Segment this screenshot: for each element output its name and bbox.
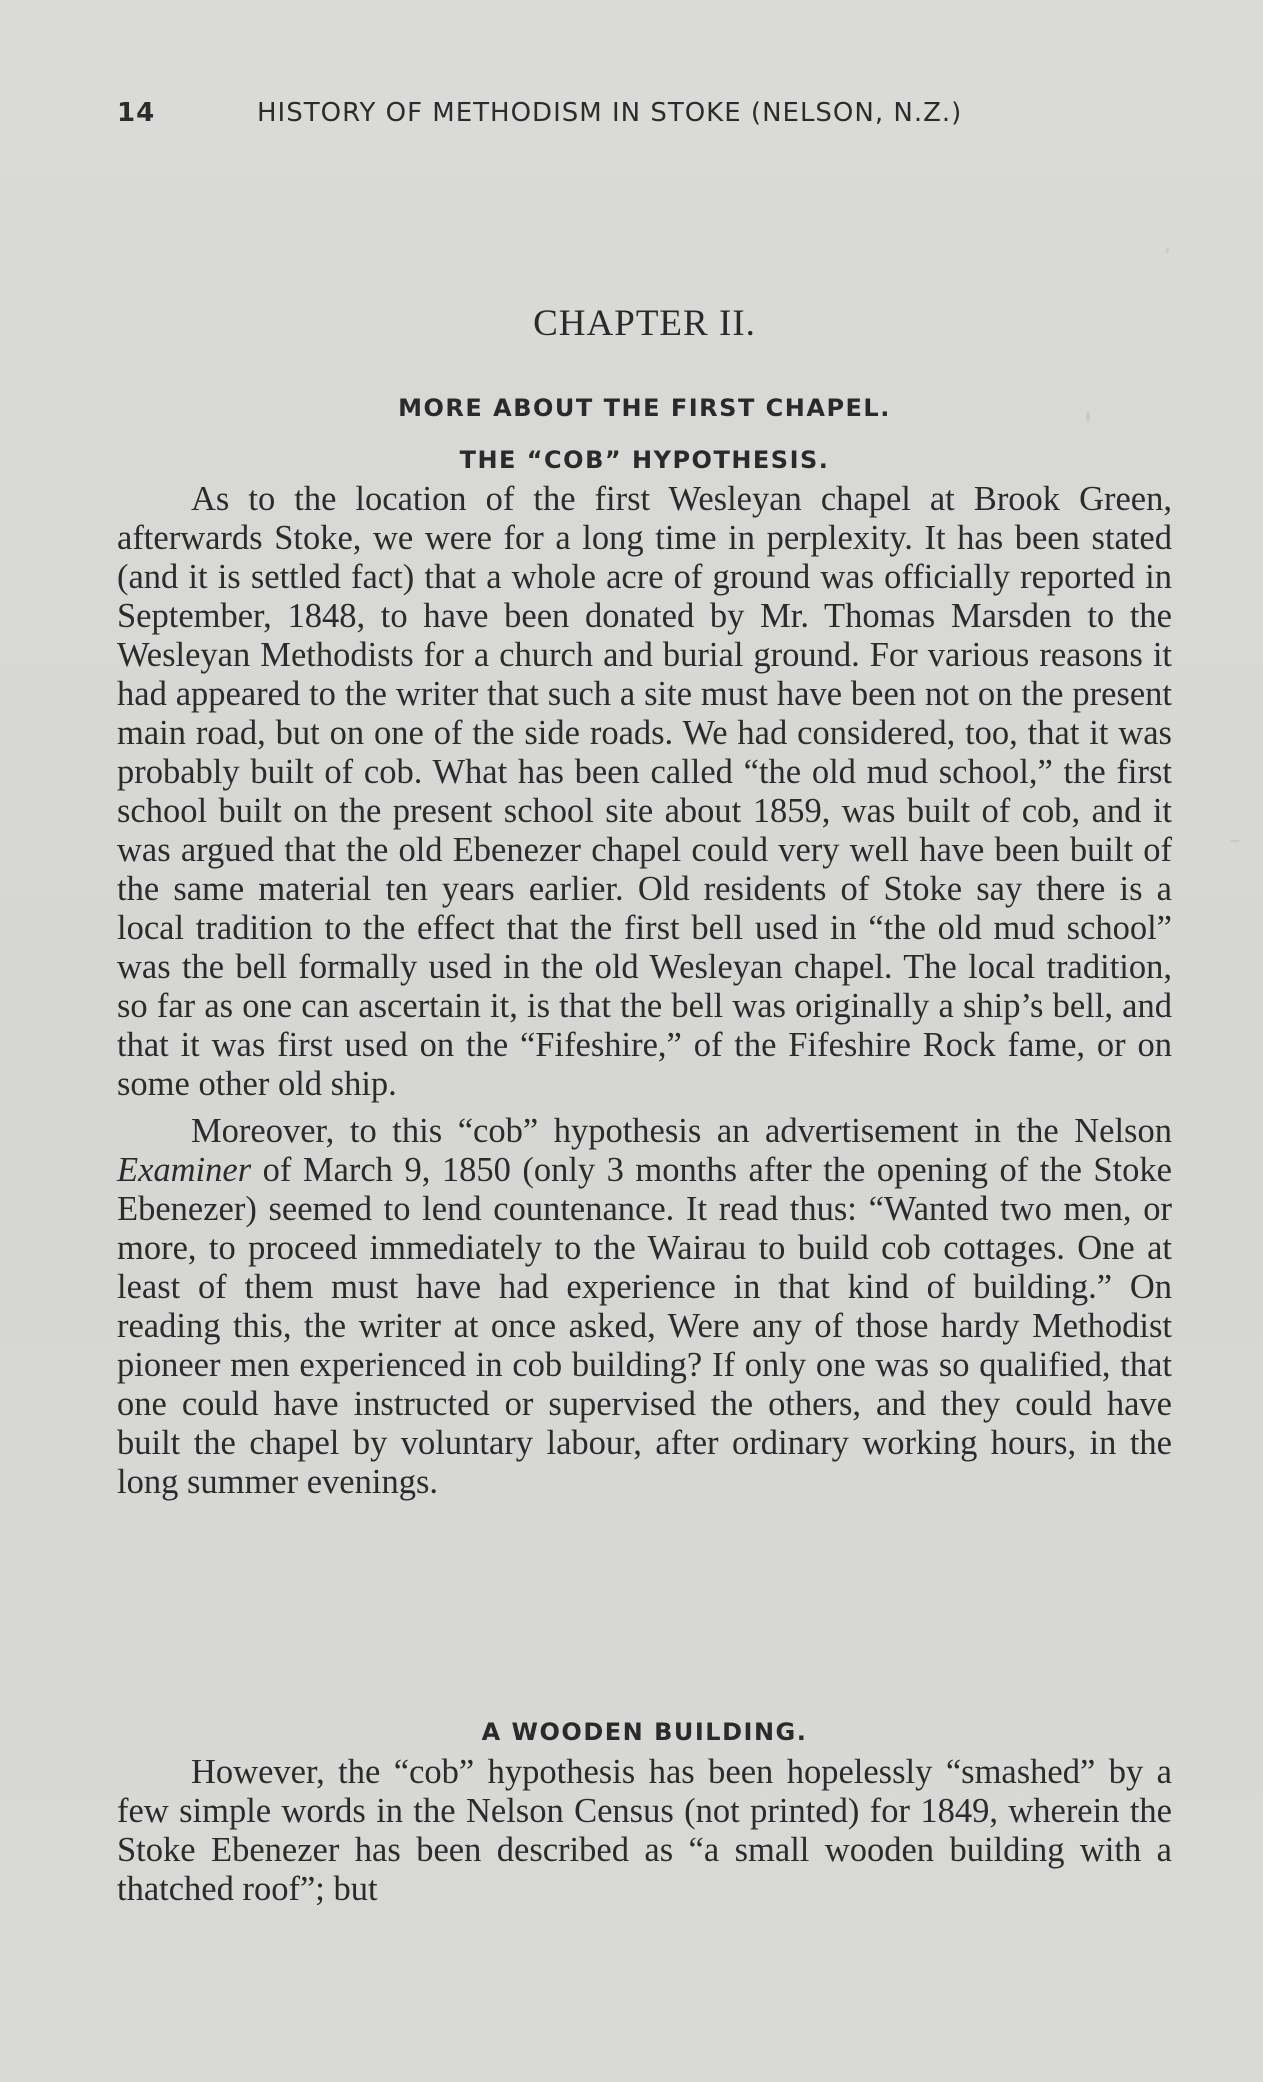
paragraph-2-text-b: of March 9, 1850 (only 3 months after the opening of the Stoke Ebenezer) seemed to lend countenance. It read thus: “Wanted two men, or more, to proceed immediately to the Wairau to build cob cottages. One at least of them must have had experience in that kind of building.” On reading this, the writer at once asked, Were any of those hardy Methodist pioneer men experienced in cob building? If only one was so qualified, that one could have instructed or supervised the others, and they could have built the chapel by voluntary labour, after ordinary working hours, in the long summer evenings. — [117, 1151, 1172, 1501]
body-text-section-2 — [117, 1753, 1172, 1909]
paper-speck — [1166, 248, 1169, 253]
section-heading-first-chapel: MORE ABOUT THE FIRST CHAPEL. — [398, 394, 891, 422]
page-number: 14 — [117, 98, 156, 128]
section-heading-cob-hypothesis: THE “COB” HYPOTHESIS. — [459, 446, 830, 474]
paragraph-1: As to the location of the first Wesleyan chapel at Brook Green, afterwards Stoke, we were for a long time in perplexity. It has been stated (and it is settled fact) that a whole acre of ground was officially reported in September, 1848, to have been donated by Mr. Thomas Marsden to the Wesleyan Methodists for a church and burial ground. For various reasons it had appeared to the writer that such a site must have been not on the present main road, but on one of the side roads. We had considered, too, that it was probably built of cob. What has been called “the old mud school,” the first school built on the present school site about 1859, was built of cob, and it was argued that the old Ebenezer chapel could very well have been built of the same material ten years earlier. Old residents of Stoke say there is a local tradition to the effect that the first bell used in “the old mud school” was the bell formally used in the old Wesleyan chapel. The local tradition, so far as one can ascertain it, is that the bell was originally a ship’s bell, and that it was first used on the “Fifeshire,” of the Fifeshire Rock fame, or on some other old ship. — [117, 480, 1172, 1103]
newspaper-title: Examiner — [117, 1151, 252, 1189]
running-title: HISTORY OF METHODISM IN STOKE (NELSON, N.Z.) — [257, 98, 963, 128]
running-header — [117, 98, 1177, 138]
body-text-section-1 — [117, 480, 1172, 1502]
paper-speck — [1086, 412, 1090, 422]
paragraph-2 — [117, 1112, 1172, 1502]
paragraph-2-text-a: Moreover, to this “cob” hypothesis an advertisement in the Nelson — [191, 1112, 1172, 1150]
paragraph-3: However, the “cob” hypothesis has been hopelessly “smashed” by a few simple words in the Nelson Census (not printed) for 1849, wherein the Stoke Ebenezer has been described as “a small wooden building with a thatched roof”; but — [117, 1753, 1172, 1908]
paper-speck — [1230, 840, 1240, 842]
section-heading-wooden-building: A WOODEN BUILDING. — [481, 1718, 808, 1746]
chapter-title: CHAPTER II. — [533, 303, 756, 344]
